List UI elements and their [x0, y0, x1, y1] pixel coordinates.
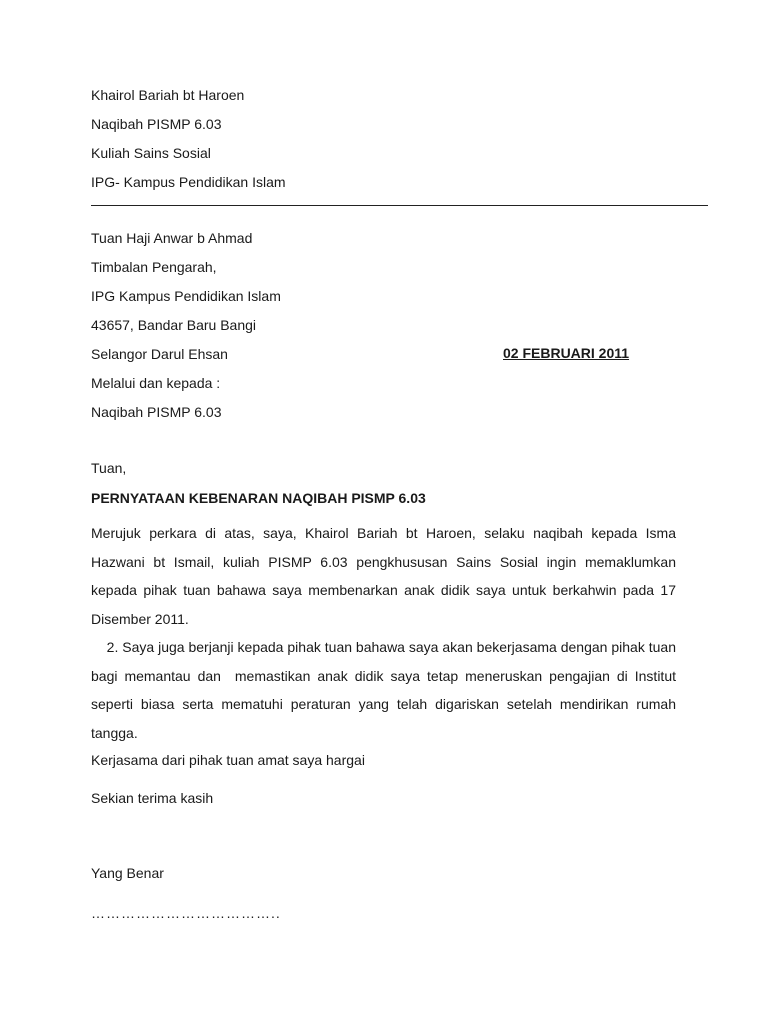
- via-name: Naqibah PISMP 6.03: [91, 404, 222, 420]
- salutation: Tuan,: [91, 460, 127, 476]
- recipient-name: Tuan Haji Anwar b Ahmad: [91, 230, 253, 246]
- closing-farewell: Sekian terima kasih: [91, 790, 214, 806]
- signature-line: ………………………………..: [91, 905, 281, 921]
- body-paragraph-2: 2. Saya juga berjanji kepada pihak tuan bahawa saya akan bekerjasama dengan pihak tuan bagi memantau dan memastikan anak didik saya tetap meneruskan pengajian di Institut seperti biasa serta mematuhi peraturan yang telah digariskan setelah mendirikan rumah tangga.: [91, 639, 680, 741]
- closing-signoff: Yang Benar: [91, 865, 164, 881]
- letter-subject: PERNYATAAN KEBENARAN NAQIBAH PISMP 6.03: [91, 490, 426, 506]
- sender-role: Naqibah PISMP 6.03: [91, 116, 222, 132]
- header-divider: [91, 205, 708, 206]
- sender-department: Kuliah Sains Sosial: [91, 145, 211, 161]
- recipient-state: Selangor Darul Ehsan: [91, 346, 228, 362]
- recipient-title: Timbalan Pengarah,: [91, 259, 217, 275]
- letter-date: 02 FEBRUARI 2011: [503, 345, 630, 361]
- recipient-address: 43657, Bandar Baru Bangi: [91, 317, 257, 333]
- via-label: Melalui dan kepada :: [91, 375, 221, 391]
- sender-institution: IPG- Kampus Pendidikan Islam: [91, 174, 286, 190]
- body-paragraph-1: Merujuk perkara di atas, saya, Khairol Bariah bt Haroen, selaku naqibah kepada Isma Hazwani bt Ismail, kuliah PISMP 6.03 pengkhususan Sains Sosial ingin memaklumkan kepada pihak tuan bahawa saya membenarkan anak didik saya untuk berkahwin pada 17 Disember 2011.: [91, 525, 676, 627]
- recipient-institution: IPG Kampus Pendidikan Islam: [91, 288, 281, 304]
- closing-thanks: Kerjasama dari pihak tuan amat saya hargai: [91, 752, 365, 768]
- sender-name: Khairol Bariah bt Haroen: [91, 87, 245, 103]
